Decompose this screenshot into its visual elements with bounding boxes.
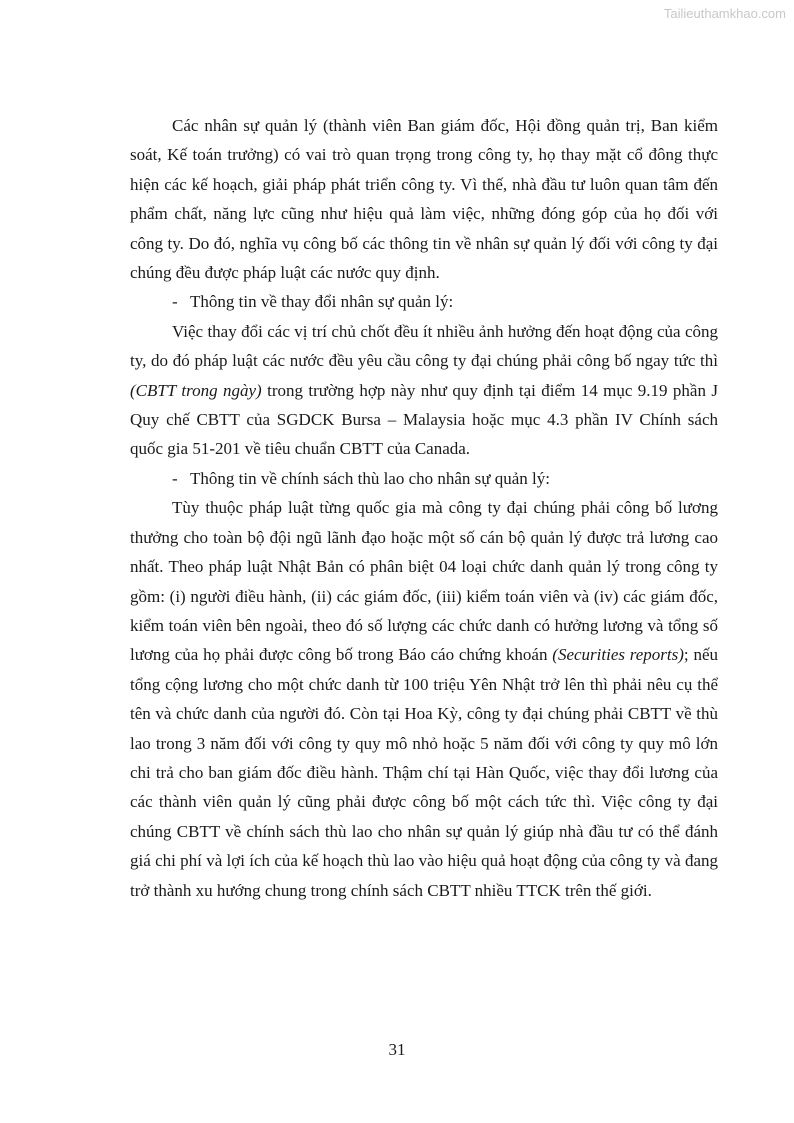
paragraph-text: ; nếu tổng cộng lương cho một chức danh từ 100 triệu Yên Nhật trở lên thì phải nêu cụ thể tên và chức danh của người đó. Còn tại Hoa Kỳ, công ty đại chúng phải CBTT về thù lao trong 3 năm đối với công ty quy mô nhỏ hoặc 5 năm đối với công ty quy mô lớn chi trả cho ban giám đốc điều hành. Thậm chí tại Hàn Quốc, việc thay đổi lương của các thành viên quản lý cũng phải được công bố một cách tức thì. Việc công ty đại chúng CBTT về chính sách thù lao cho nhân sự quản lý giúp nhà đầu tư có thể đánh giá chi phí và lợi ích của kế hoạch thù lao vào hiệu quả hoạt động của công ty và đang trở thành xu hướng chung trong chính sách CBTT nhiều TTCK trên thế giới.	[130, 645, 718, 900]
italic-phrase: (CBTT trong ngày)	[130, 380, 262, 400]
list-item-label: Thông tin về thay đổi nhân sự quản lý:	[190, 292, 454, 312]
list-dash: -	[172, 468, 178, 488]
paragraph-text: trong trường hợp này như quy định tại điểm 14 mục 9.19 phần J Quy chế CBTT của SGDCK Bursa – Malaysia hoặc mục 4.3 phần IV Chính sách quốc gia 51-201 về tiêu chuẩn CBTT của Canada.	[130, 380, 718, 459]
paragraph-compensation-policy	[130, 493, 718, 905]
paragraph-management-personnel: Các nhân sự quản lý (thành viên Ban giám đốc, Hội đồng quản trị, Ban kiểm soát, Kế toán trưởng) có vai trò quan trọng trong công ty, họ thay mặt cổ đông thực hiện các kế hoạch, giải pháp phát triển công ty. Vì thế, nhà đầu tư luôn quan tâm đến phẩm chất, năng lực cũng như hiệu quả làm việc, những đóng góp của họ đối với công ty. Do đó, nghĩa vụ công bố các thông tin về nhân sự quản lý đối với công ty đại chúng đều được pháp luật các nước quy định.	[130, 116, 718, 283]
paragraph-personnel-change	[130, 317, 718, 464]
paragraph-text: Việc thay đổi các vị trí chủ chốt đều ít nhiều ảnh hưởng đến hoạt động của công ty, do đó pháp luật các nước đều yêu cầu công ty đại chúng phải công bố ngay tức thì	[130, 321, 718, 371]
italic-phrase: (Securities reports)	[552, 645, 684, 665]
list-dash: -	[172, 292, 178, 312]
list-item-label: Thông tin về chính sách thù lao cho nhân sự quản lý:	[190, 468, 551, 488]
list-item-personnel-change	[130, 287, 718, 316]
body-text	[130, 111, 718, 905]
paragraph-text: Tùy thuộc pháp luật từng quốc gia mà công ty đại chúng phải công bố lương thưởng cho toàn bộ đội ngũ lãnh đạo hoặc một số cán bộ quản lý được trả lương cao nhất. Theo pháp luật Nhật Bản có phân biệt 04 loại chức danh quản lý trong công ty gồm: (i) người điều hành, (ii) các giám đốc, (iii) kiểm toán viên và (iv) các giám đốc, kiểm toán viên bên ngoài, theo đó số lượng các chức danh có hưởng lương và tổng số lương của họ phải được công bố trong Báo cáo chứng khoán	[130, 498, 718, 665]
watermark: Tailieuthamkhao.com	[663, 6, 786, 21]
page-number: 31	[388, 1040, 406, 1059]
list-item-compensation-policy	[130, 464, 718, 493]
